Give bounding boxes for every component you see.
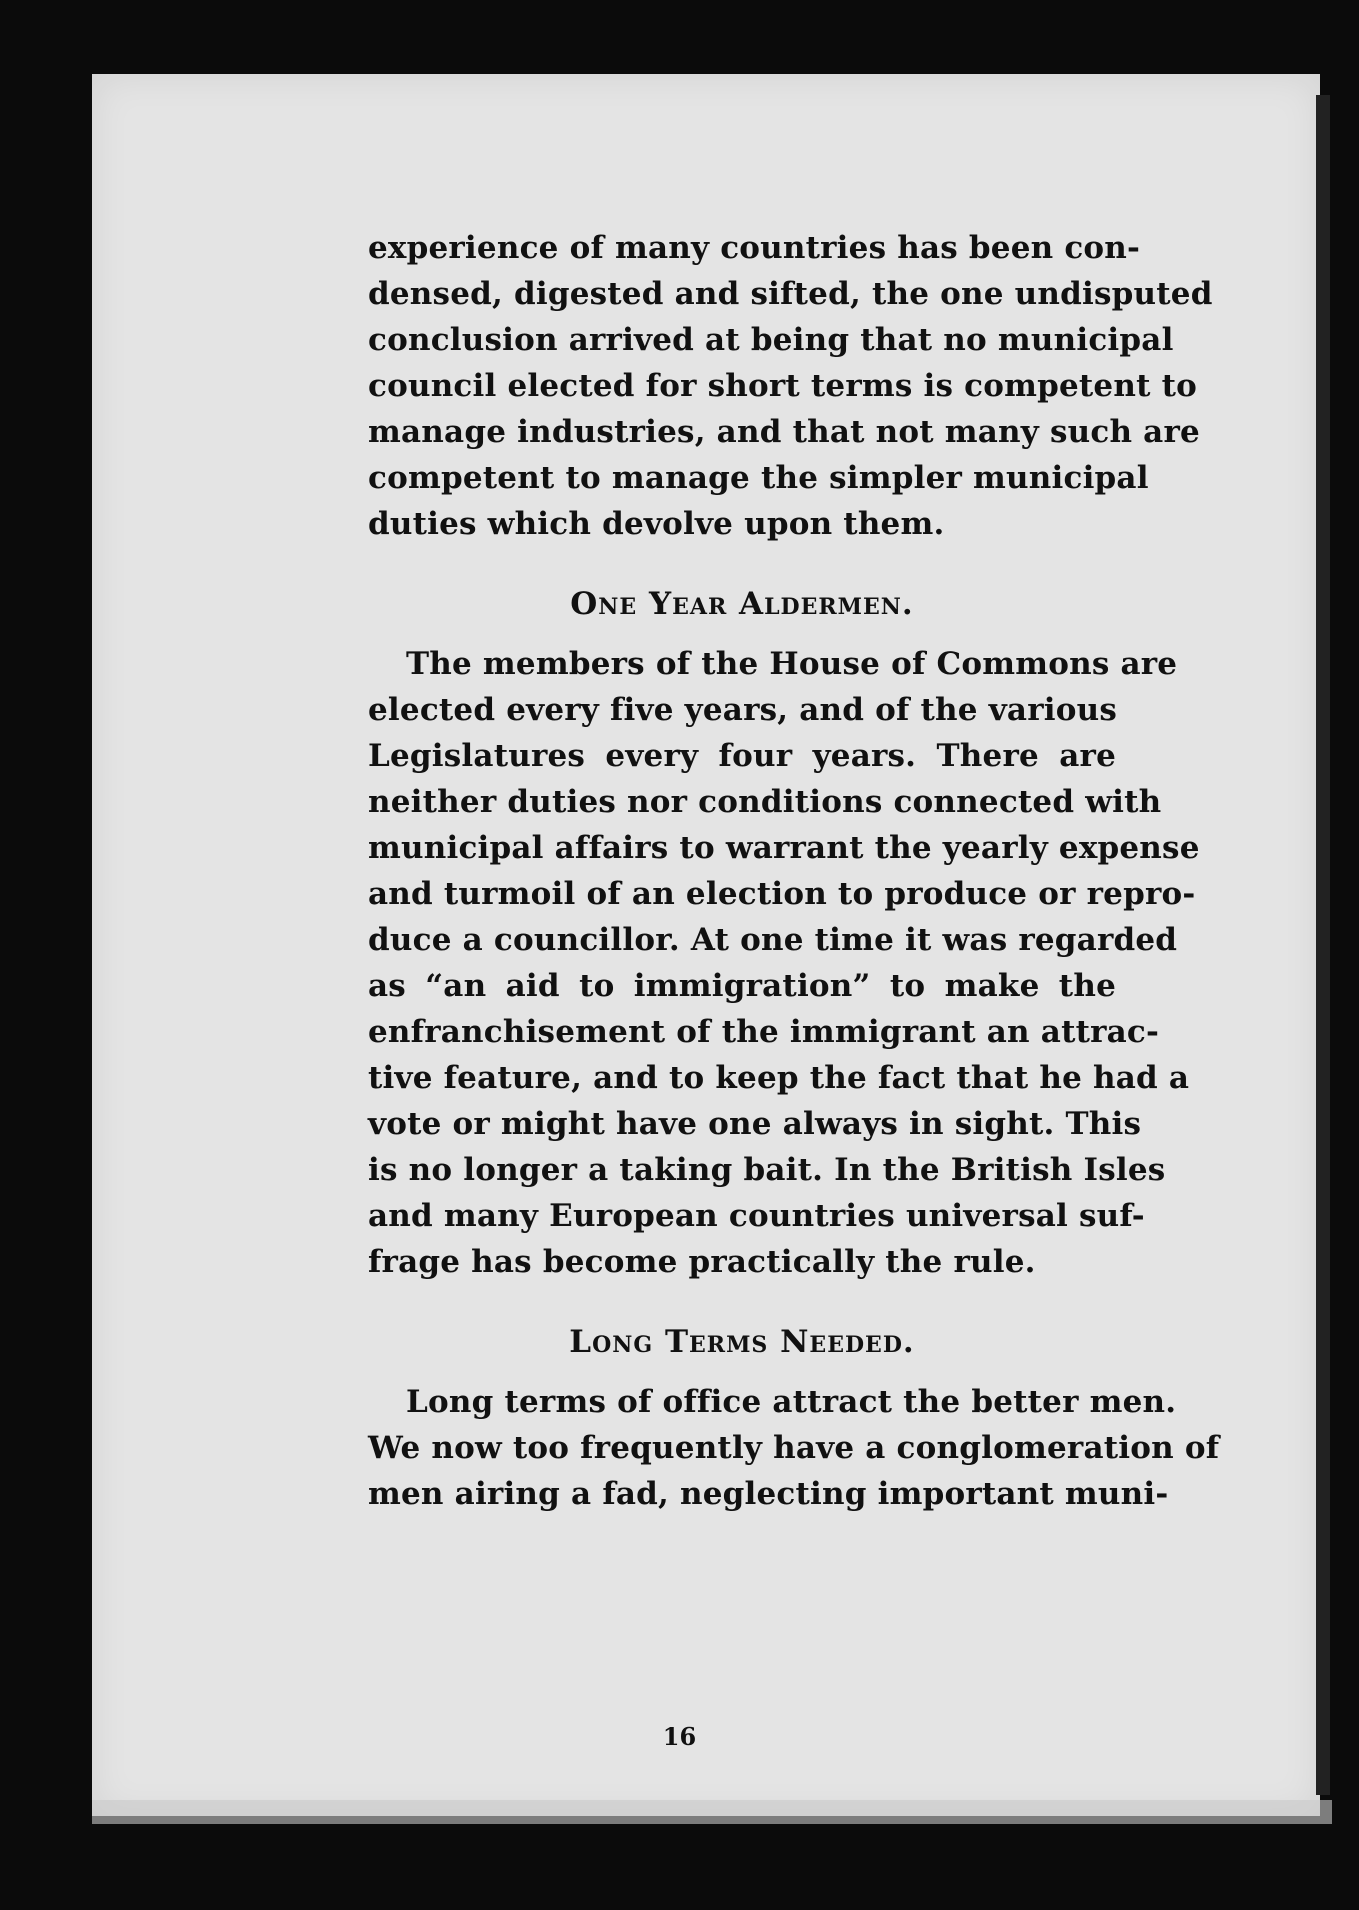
bottom-page-edge [92,1800,1332,1824]
text-line: municipal affairs to warrant the yearly expense [368,830,1200,866]
section-heading: One Year Aldermen. [570,586,914,622]
text-line: elected every five years, and of the various [368,692,1117,728]
text-line: and many European countries universal suf- [368,1198,1145,1234]
body-text [368,225,1220,1517]
text-line: conclusion arrived at being that no municipal [368,322,1174,358]
page-number: 16 [662,1722,697,1751]
text-line: neither duties nor conditions connected with [368,784,1162,820]
text-line: enfranchisement of the immigrant an attrac- [368,1014,1160,1050]
text-line: duties which devolve upon them. [368,506,945,542]
text-line: manage industries, and that not many such are [368,414,1200,450]
text-line: is no longer a taking bait. In the British Isles [368,1152,1166,1188]
text-line: frage has become practically the rule. [368,1244,1036,1280]
text-line: experience of many countries has been con- [368,230,1141,266]
text-line: duce a councillor. At one time it was regarded [368,922,1178,958]
text-line: men airing a fad, neglecting important muni- [368,1476,1169,1512]
text-line: as “an aid to immigration” to make the [368,968,1116,1004]
text-line: council elected for short terms is competent to [368,368,1197,404]
text-line: The members of the House of Commons are [406,646,1178,682]
text-line: Legislatures every four years. There are [368,738,1116,774]
text-line: Long terms of office attract the better men. [406,1384,1177,1420]
text-line: tive feature, and to keep the fact that he had a [368,1060,1190,1096]
text-line: competent to manage the simpler municipal [368,460,1149,496]
text-line: densed, digested and sifted, the one undisputed [368,276,1213,312]
section-heading: Long Terms Needed. [569,1324,915,1360]
text-line: We now too frequently have a conglomeration of [368,1430,1220,1466]
page-edge-shadow [1316,95,1330,1795]
text-line: vote or might have one always in sight. This [368,1106,1142,1142]
text-line: and turmoil of an election to produce or repro- [368,876,1196,912]
